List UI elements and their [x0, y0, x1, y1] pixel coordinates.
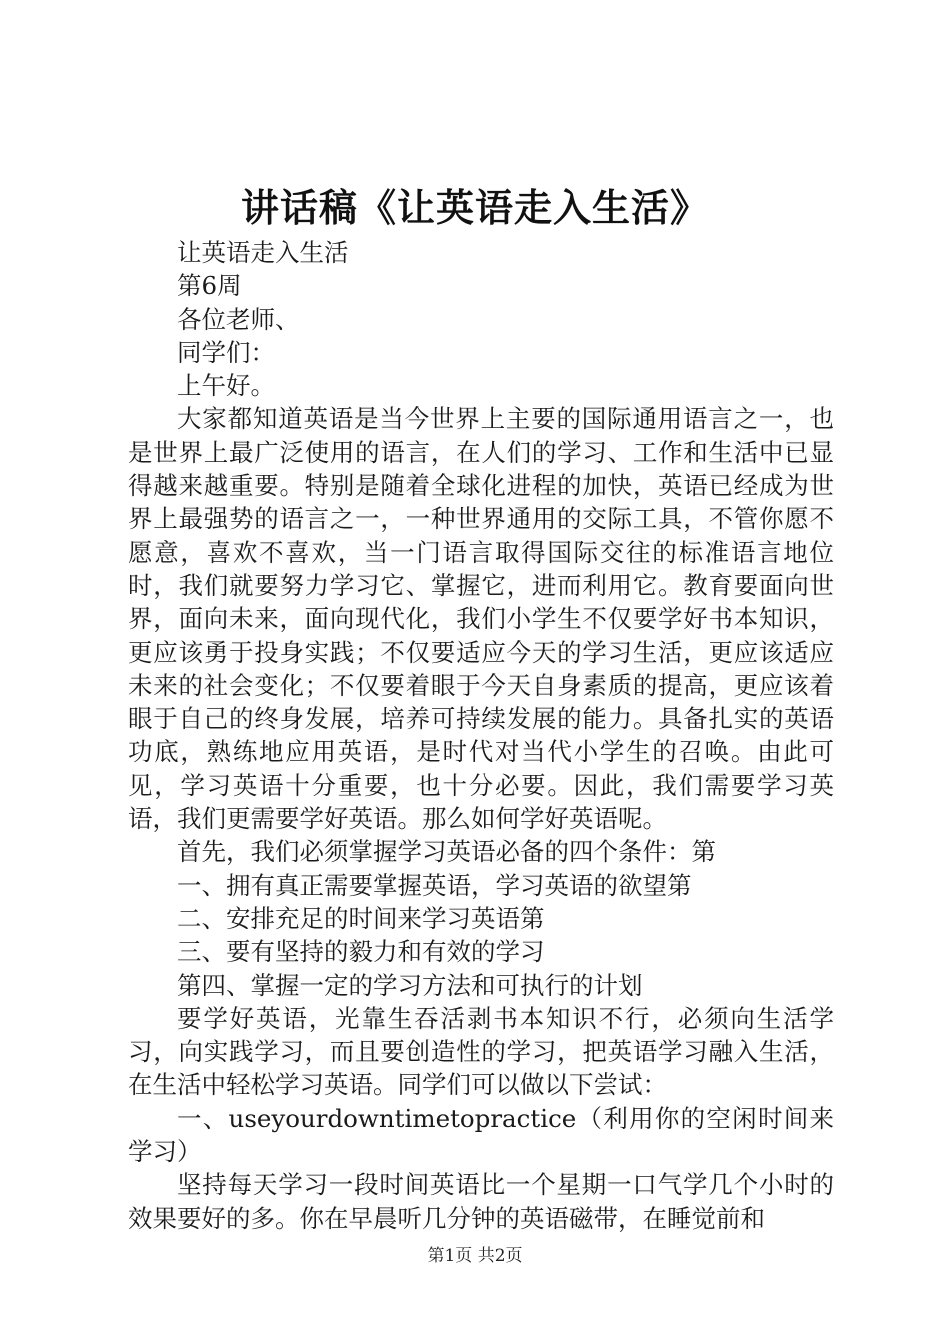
paragraph-condition-2: 二、安排充足的时间来学习英语第: [177, 903, 545, 933]
paragraph-condition-4: 第四、掌握一定的学习方法和可执行的计划: [177, 970, 643, 1000]
paragraph-condition-1: 一、拥有真正需要掌握英语，学习英语的欲望第: [177, 870, 692, 900]
document-body: [128, 236, 834, 1235]
paragraph-good-morning: 上午好。: [177, 371, 275, 401]
paragraph-greeting-teachers: 各位老师、: [177, 304, 300, 334]
paragraph-greeting-students: 同学们：: [177, 337, 275, 367]
paragraph-conditions: 首先，我们必须掌握学习英语必备的四个条件：第: [177, 837, 716, 867]
page-number-footer: 第1页 共2页: [427, 1246, 523, 1266]
paragraph-tip-1: 一、useyourdowntimetopractice（利用你的空闲时间来学习）: [128, 1103, 834, 1167]
paragraph-learn-from-life: 要学好英语，光靠生吞活剥书本知识不行，必须向生活学习，向实践学习，而且要创造性的学习，把英语学习融入生活，在生活中轻松学习英语。同学们可以做以下尝试：: [128, 1003, 834, 1100]
document-title: 讲话稿《让英语走入生活》: [240, 185, 709, 230]
paragraph-tip-1-detail: 坚持每天学习一段时间英语比一个星期一口气学几个小时的效果要好的多。你在早晨听几分钟的英语磁带，在睡觉前和: [128, 1170, 834, 1233]
paragraph-intro: 大家都知道英语是当今世界上主要的国际通用语言之一，也是世界上最广泛使用的语言，在人们的学习、工作和生活中已显得越来越重要。特别是随着全球化进程的加快，英语已经成为世界上最强势的语言之一，一种世界通用的交际工具，不管你愿不愿意，喜欢不喜欢，当一门语言取得国际交往的标准语言地位时，我们就要努力学习它、掌握它，进而利用它。教育要面向世界，面向未来，面向现代化，我们小学生不仅要学好书本知识，更应该勇于投身实践；不仅要适应今天的学习生活，更应该适应未来的社会变化；不仅要着眼于今天自身素质的提高，更应该着眼于自己的终身发展，培养可持续发展的能力。具备扎实的英语功底，熟练地应用英语，是时代对当代小学生的召唤。由此可见，学习英语十分重要，也十分必要。因此，我们需要学习英语，我们更需要学好英语。那么如何学好英语呢。: [128, 404, 834, 834]
paragraph-subtitle: 让英语走入生活: [177, 238, 349, 267]
paragraph-week: 第6周: [177, 271, 242, 301]
paragraph-condition-3: 三、要有坚持的毅力和有效的学习: [177, 937, 545, 967]
